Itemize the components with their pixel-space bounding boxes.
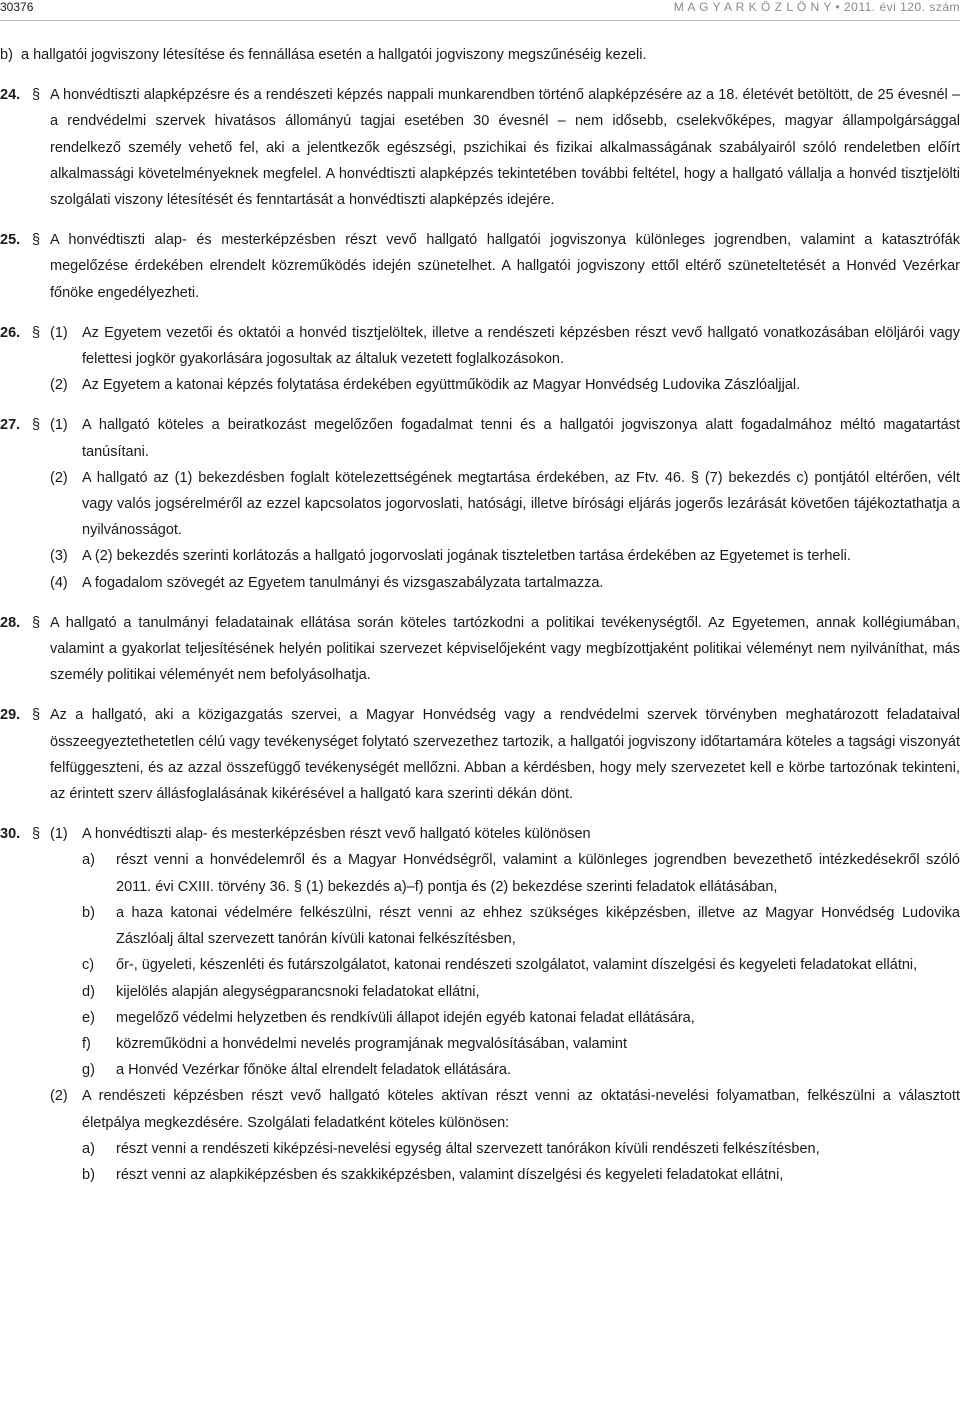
list-item xyxy=(82,847,960,899)
list-item-text: kijelölés alapján alegységparancsnoki feladatokat ellátni, xyxy=(116,983,480,1000)
list-item xyxy=(82,1005,960,1031)
paragraph-text: A hallgató az (1) bekezdésben foglalt kötelezettségének megtartása érdekében, az Ftv. 46. § (7) bekezdés c) pontjától eltérően, vélt vagy valós jogsérelméről az ezzel kapcsolatos jogorvoslati, hatósági, illetve bírósági eljárás jogerős lezárását követően tájékoztathatja a nyilvánosságot. xyxy=(82,469,960,539)
section-sign: § xyxy=(32,707,41,724)
list-item-letter: b) xyxy=(82,904,95,921)
paragraph xyxy=(50,570,960,596)
section-25 xyxy=(0,227,960,306)
section-sign: § xyxy=(32,417,41,434)
paragraph-number: (1) xyxy=(50,324,68,341)
list-item-text: őr-, ügyeleti, készenléti és futárszolgálatot, katonai rendészeti szolgálatot, valamint díszelgési és kegyeleti feladatokat ellátni, xyxy=(116,957,918,974)
list-item-text: a haza katonai védelmére felkészülni, részt venni az ehhez szükséges kiképzésben, illetve az Magyar Honvédség Ludovika Zászlóalj által szervezett tanórán kívüli katonai felkészítésben, xyxy=(116,904,960,948)
paragraph-text: Az Egyetem a katonai képzés folytatása érdekében együttműködik az Magyar Honvédség Ludovika Zászlóaljjal. xyxy=(82,377,801,394)
paragraph xyxy=(50,320,960,372)
section-text: A hallgató a tanulmányi feladatainak ellátása során köteles tartózkodni a politikai tevékenységtől. Az Egyetemen, annak kollégiumában, valamint a gyakorlat teljesítésének helyén politikai szervezet képviselőjeként vagy megbízottjaként politikai véleményt nem nyilváníthat, más személy politikai véleményét nem befolyásolhatja. xyxy=(50,614,960,684)
list-item-letter: g) xyxy=(82,1062,95,1079)
paragraph-number: (2) xyxy=(50,469,68,486)
list-item xyxy=(82,1031,960,1057)
list-item-text: a Honvéd Vezérkar főnöke által elrendelt feladatok ellátására. xyxy=(116,1062,511,1079)
section-sign: § xyxy=(32,324,41,341)
paragraph-text: A hallgató köteles a beiratkozást megelőzően fogadalmat tenni és a hallgatói jogviszonya alatt fogadalmához méltó magatartást tanúsítani. xyxy=(82,417,960,460)
paragraph-number: (4) xyxy=(50,574,68,591)
list-item-letter: f) xyxy=(82,1035,91,1052)
page-header xyxy=(0,0,960,16)
page-number: 30376 xyxy=(0,0,34,14)
list-item-text: a hallgatói jogviszony létesítése és fennállása esetén a hallgatói jogviszony megszűnéséig kezeli. xyxy=(21,47,647,63)
list-item-b xyxy=(0,42,960,68)
list-item xyxy=(82,1136,960,1162)
list-item xyxy=(82,1162,960,1188)
list-item xyxy=(82,979,960,1005)
paragraph-number: (2) xyxy=(50,1088,68,1105)
list-item-text: megelőző védelmi helyzetben és rendkívüli állapot idején egyéb katonai feladat ellátására, xyxy=(116,1009,695,1026)
section-28 xyxy=(0,610,960,689)
paragraph xyxy=(50,821,960,1083)
list-item-letter: a) xyxy=(82,1140,95,1157)
section-text: A honvédtiszti alap- és mesterképzésben részt vevő hallgató hallgatói jogviszonya különleges jogrendben, valamint a katasztrófák megelőzése érdekében elrendelt közreműködés idején szünetelhet. A hallgatói jogviszony ettől eltérő szüneteltetését a Honvéd Vezérkar főnöke engedélyezheti. xyxy=(50,232,960,301)
section-sign: § xyxy=(32,614,41,631)
list-item-letter: e) xyxy=(82,1009,95,1026)
section-sign: § xyxy=(32,232,41,249)
section-sign: § xyxy=(32,87,41,104)
list-item-letter: d) xyxy=(82,983,95,1000)
list-item-text: részt venni a rendészeti kiképzési-nevelési egység által szervezett tanórákon kívüli rendészeti felkészítésben, xyxy=(116,1140,820,1157)
running-title: M A G Y A R K Ö Z L Ö N Y • 2011. évi 120. szám xyxy=(673,0,960,14)
section-number: 24. xyxy=(0,87,21,104)
list-item-text: részt venni az alapkiképzésben és szakkiképzésben, valamint díszelgési és kegyeleti feladatokat ellátni, xyxy=(116,1166,784,1183)
section-text: A honvédtiszti alapképzésre és a rendészeti képzés nappali munkarendben történő alapképzésére az a 18. életévét betöltött, de 25 évesnél – a rendvédelmi szervek hivatásos állományú tagjai esetében 30 évesnél – nem idősebb, cselekvőképes, magyar állampolgársággal rendelkező személy vehető fel, aki a jelentkezők egészségi, pszichikai és fizikai alkalmasságának szabályairól szóló rendeletben előírt alkalmassági követelményeknek megfelel. A honvédtiszti alapképzés tekintetében további feltétel, hogy a hallgató vállalja a honvéd tisztjelölti szolgálati viszony létesítését és fenntartását a honvédtiszti alapképzés idejére. xyxy=(50,87,960,209)
list-item xyxy=(82,1057,960,1083)
paragraph-text: Az Egyetem vezetői és oktatói a honvéd tisztjelöltek, illetve a rendészeti képzésben részt vevő hallgató vonatkozásában elöljárói vagy felettesi jogkör gyakorlására jogosultak az általuk vezetett foglalkozásokon. xyxy=(82,324,960,368)
paragraph-lead: A honvédtiszti alap- és mesterképzésben részt vevő hallgató köteles különösen xyxy=(82,826,591,843)
paragraph-number: (1) xyxy=(50,826,68,843)
list-item xyxy=(82,952,960,978)
paragraph-number: (2) xyxy=(50,377,68,394)
section-30 xyxy=(0,821,960,1188)
section-sign: § xyxy=(32,826,41,843)
section-number: 29. xyxy=(0,707,21,724)
paragraph xyxy=(50,465,960,544)
section-24 xyxy=(0,82,960,213)
list-item-text: közreműködni a honvédelmi nevelés programjának megvalósításában, valamint xyxy=(116,1035,627,1052)
section-text: Az a hallgató, aki a közigazgatás szervei, a Magyar Honvédség vagy a rendvédelmi szervek törvényben meghatározott feladataival összeegyeztethetetlen célú vagy tevékenységet folytató szervezethez tartozik, a hallgatói jogviszony időtartamára köteles a tagsági viszonyát felfüggeszteni, és az azzal összefüggő tevékenységét mellőzni. Abban a kérdésben, hogy mely szervezetet kell e körbe tartozónak tekinteni, az érintett szerv állásfoglalásának kikérésével a hallgató kara szerinti dékán dönt. xyxy=(50,707,960,803)
section-26 xyxy=(0,320,960,399)
paragraph-lead: A rendészeti képzésben részt vevő hallgató köteles aktívan részt venni az oktatási-nevelési folyamatban, felkészülni a választott életpálya megkezdésére. Szolgálati feladatként köteles különösen: xyxy=(82,1088,960,1131)
header-divider xyxy=(0,20,960,21)
paragraph-text: A (2) bekezdés szerinti korlátozás a hallgató jogorvoslati jogának tiszteletben tartása érdekében az Egyetemet is terheli. xyxy=(82,548,851,565)
paragraph xyxy=(50,543,960,569)
section-number: 30. xyxy=(0,826,21,843)
paragraph-text: A fogadalom szövegét az Egyetem tanulmányi és vizsgaszabályzata tartalmazza. xyxy=(82,574,604,591)
list-item-letter: b) xyxy=(82,1166,95,1183)
list-item xyxy=(82,900,960,952)
section-27 xyxy=(0,412,960,595)
section-number: 27. xyxy=(0,417,21,434)
list-item-text: részt venni a honvédelemről és a Magyar Honvédségről, valamint a különleges jogrendben bevezethető intézkedésekről szóló 2011. évi CXIII. törvény 36. § (1) bekezdés a)–f) pontja és (2) bekezdése szerinti feladatok ellátásában, xyxy=(116,852,960,895)
paragraph-number: (3) xyxy=(50,548,68,565)
list-item-letter: c) xyxy=(82,957,95,974)
list-item-letter: b) xyxy=(0,47,13,63)
document-body xyxy=(0,42,960,1202)
paragraph xyxy=(50,412,960,464)
paragraph-number: (1) xyxy=(50,417,68,434)
paragraph xyxy=(50,1083,960,1188)
paragraph xyxy=(50,372,960,398)
section-29 xyxy=(0,702,960,807)
section-number: 26. xyxy=(0,324,21,341)
section-number: 25. xyxy=(0,232,21,249)
list-item-letter: a) xyxy=(82,852,95,869)
section-number: 28. xyxy=(0,614,21,631)
